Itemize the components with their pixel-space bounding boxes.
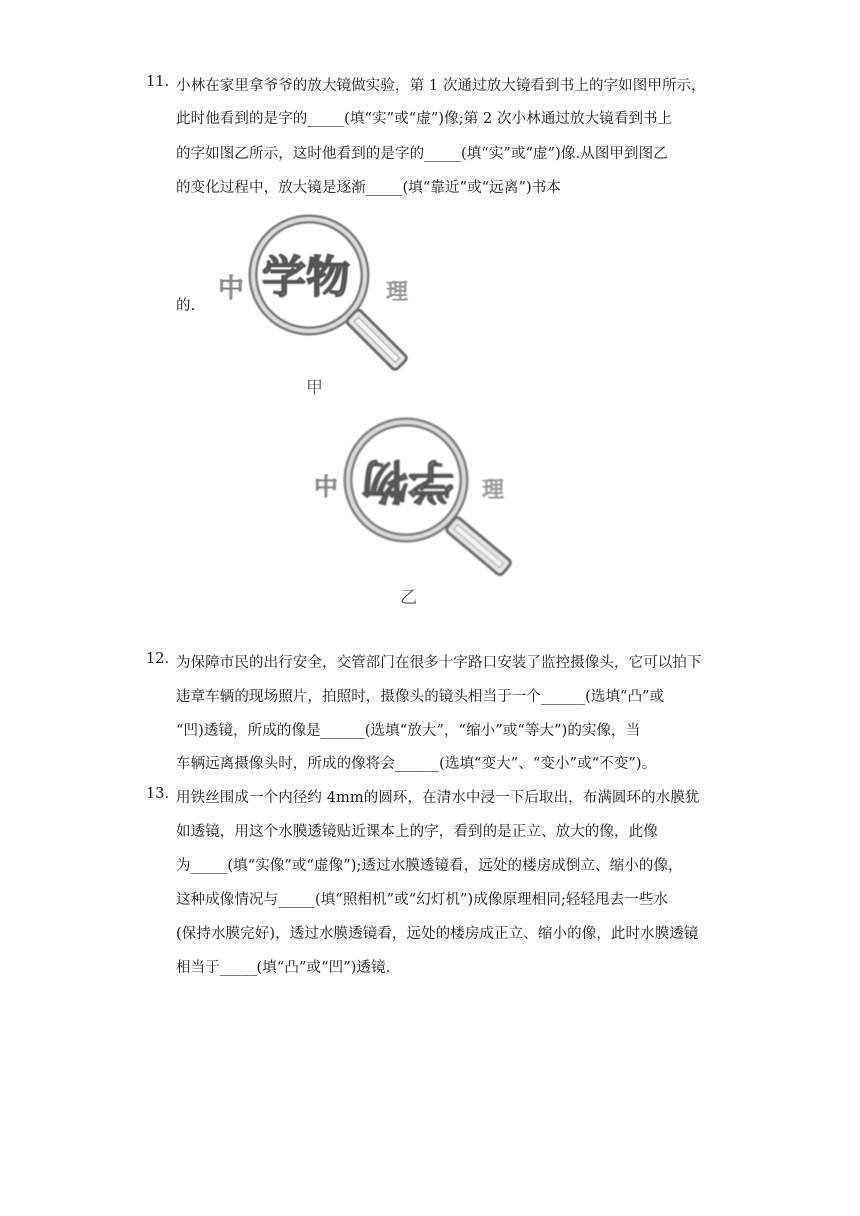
magnifier-yi-image xyxy=(308,405,528,585)
question-number: 11. xyxy=(146,74,170,90)
question-text-line: 用铁丝围成一个内径约 4mm的圆环，在清水中浸一下后取出，布满圆环的水膜犹 xyxy=(176,790,700,806)
question-text-line: (保持水膜完好)，透过水膜透镜看，远处的楼房成正立、缩小的像，此时水膜透镜 xyxy=(176,926,699,942)
question-text-line: 的字如图乙所示，这时他看到的是字的_____(填“实”或“虚”)像.从图甲到图乙 xyxy=(176,146,668,162)
question-text-line: 的. xyxy=(176,298,196,314)
question-text-line: “凹)透镜，所成的像是______(选填“放大”，“缩小”或“等大”)的实像，当 xyxy=(176,723,641,739)
figure-caption-jia: 甲 xyxy=(306,378,323,398)
right-char: 理 xyxy=(386,280,409,305)
question-text-line: 相当于_____(填“凸”或“凹”)透镜. xyxy=(176,960,391,976)
question-text-line: 如透镜，用这个水膜透镜贴近课本上的字，看到的是正立、放大的像，此像 xyxy=(176,824,658,840)
figure-caption-yi: 乙 xyxy=(400,588,417,608)
question-text-line: 此时他看到的是字的_____(填“实”或“虚”)像;第 2 次小林通过放大镜看到书上 xyxy=(176,111,673,127)
question-number: 12. xyxy=(146,651,170,667)
question-text-line: 为_____(填“实像”或“虚像”);透过水膜透镜看，远处的楼房成倒立、缩小的像， xyxy=(176,858,683,874)
figure-yi xyxy=(308,405,528,610)
figure-jia xyxy=(212,205,432,405)
question-text-line: 小林在家里拿爷爷的放大镜做实验，第 1 次通过放大镜看到书上的字如图甲所示， xyxy=(176,78,706,94)
magnified-text: 学物 xyxy=(262,252,350,303)
question-text-line: 车辆远离摄像头时，所成的像将会______(选填“变大”、“变小”或“不变”)。 xyxy=(176,756,657,772)
question-text-line: 为保障市民的出行安全，交管部门在很多十字路口安装了监控摄像头，它可以拍下 xyxy=(176,655,702,671)
left-char: 中 xyxy=(218,274,245,304)
question-text-line: 违章车辆的现场照片，拍照时，摄像头的镜头相当于一个______(选填“凸”或 xyxy=(176,689,665,705)
question-text-line: 这种成像情况与_____(填“照相机”或“幻灯机”)成像原理相同;轻轻甩去一些水 xyxy=(176,892,669,908)
right-char: 理 xyxy=(482,478,505,503)
question-text-line: 的变化过程中，放大镜是逐渐_____(填“靠近”或“远离”)书本 xyxy=(176,180,561,196)
left-char: 中 xyxy=(314,473,338,501)
magnified-inverted-text: 学物 xyxy=(362,454,454,508)
question-number: 13. xyxy=(146,786,170,802)
